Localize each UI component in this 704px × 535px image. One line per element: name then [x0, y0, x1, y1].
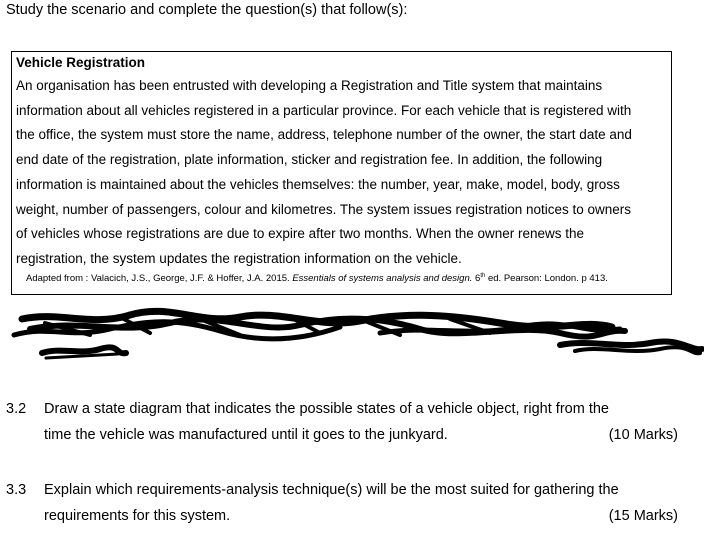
- scenario-line: of vehicles whose registrations are due to expire after two months. When the owner renews the: [16, 226, 585, 242]
- question-line: Draw a state diagram that indicates the possible states of a vehicle object, right from the: [44, 401, 609, 417]
- scenario-box: [11, 51, 672, 295]
- question-text: [44, 396, 678, 448]
- redaction-scribble: [0, 305, 704, 365]
- citation-prefix: Adapted from : Valacich, J.S., George, J.F. & Hoffer, J.A. 2015.: [26, 273, 293, 284]
- scenario-line: registration, the system updates the registration information on the vehicle.: [16, 250, 462, 266]
- question-line: requirements for this system.: [44, 508, 231, 524]
- scenario-line: information is maintained about the vehicles themselves: the number, year, make, model, body, gross: [16, 176, 620, 192]
- scenario-title: Vehicle Registration: [16, 55, 146, 70]
- question-number: 3.3: [6, 482, 27, 498]
- question-line: time the vehicle was manufactured until it goes to the junkyard.: [44, 427, 448, 443]
- question-marks: (10 Marks): [608, 427, 678, 443]
- question-number: 3.2: [6, 401, 27, 417]
- citation-title: Essentials of systems analysis and design.: [292, 273, 473, 284]
- scenario-line: information about all vehicles registered in a particular province. For each vehicle that is registered with: [16, 102, 632, 118]
- scenario-line: weight, number of passengers, colour and kilometres. The system issues registration notices to owners: [16, 201, 632, 217]
- scenario-line: the office, the system must store the name, address, telephone number of the owner, the start date and: [16, 127, 632, 143]
- question-text: [44, 477, 678, 529]
- scenario-line: end date of the registration, plate information, sticker and registration fee. In addition, the following: [16, 152, 603, 168]
- question-line: Explain which requirements-analysis technique(s) will be the most suited for gathering the: [44, 482, 619, 498]
- question-marks: (15 Marks): [608, 508, 678, 524]
- citation-edition: 6: [472, 273, 481, 284]
- citation-suffix: ed. Pearson: London. p 413.: [485, 273, 608, 284]
- scenario-line: An organisation has been entrusted with developing a Registration and Title system that maintains: [16, 78, 603, 93]
- citation-edition-suffix: th: [480, 272, 486, 279]
- instructions-text: Study the scenario and complete the question(s) that follow(s):: [6, 2, 408, 18]
- citation: [26, 273, 608, 285]
- scenario-body: [16, 74, 671, 272]
